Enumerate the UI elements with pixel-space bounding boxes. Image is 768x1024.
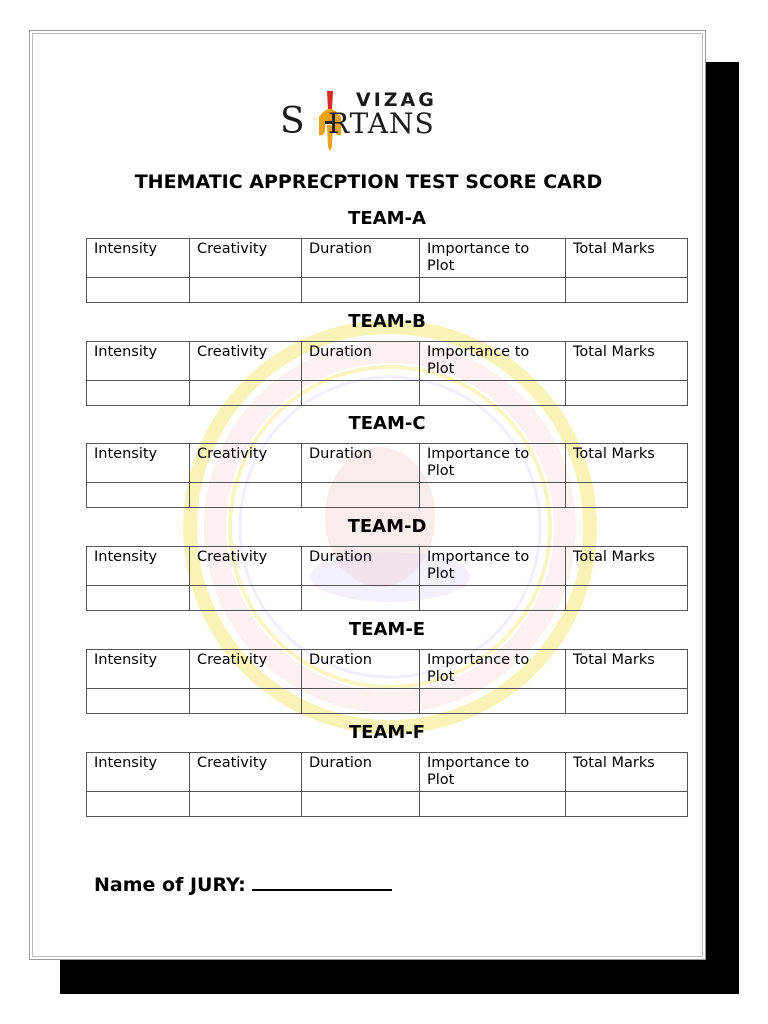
column-header: Creativity [190,444,302,483]
team-block [86,516,688,611]
score-entry-row [87,278,688,303]
score-entry-cell[interactable] [302,689,420,714]
score-entry-row [87,586,688,611]
score-entry-cell[interactable] [87,381,190,406]
column-header: Intensity [87,444,190,483]
column-header: Intensity [87,650,190,689]
team-block [86,208,688,303]
column-header: Importance to Plot [420,444,566,483]
score-entry-cell[interactable] [420,278,566,303]
score-entry-row [87,689,688,714]
column-header: Total Marks [566,342,688,381]
column-header: Importance to Plot [420,239,566,278]
column-header: Duration [302,650,420,689]
column-header: Intensity [87,342,190,381]
score-entry-cell[interactable] [190,792,302,817]
score-entry-cell[interactable] [190,586,302,611]
column-header: Creativity [190,547,302,586]
score-entry-cell[interactable] [566,278,688,303]
score-entry-cell[interactable] [566,689,688,714]
column-header: Total Marks [566,239,688,278]
score-header-row [87,650,688,689]
team-block [86,722,688,817]
team-title: TEAM-B [348,311,426,332]
score-entry-cell[interactable] [87,586,190,611]
score-entry-cell[interactable] [420,483,566,508]
score-entry-cell[interactable] [302,381,420,406]
score-entry-cell[interactable] [87,689,190,714]
score-entry-cell[interactable] [302,792,420,817]
score-entry-cell[interactable] [420,689,566,714]
column-header: Intensity [87,239,190,278]
score-table [86,546,688,611]
score-header-row [87,239,688,278]
column-header: Total Marks [566,547,688,586]
score-entry-cell[interactable] [566,586,688,611]
column-header: Total Marks [566,650,688,689]
jury-label: Name of JURY: [94,874,246,896]
team-title: TEAM-F [348,722,426,743]
column-header: Importance to Plot [420,547,566,586]
score-table [86,752,688,817]
column-header: Importance to Plot [420,753,566,792]
column-header: Importance to Plot [420,342,566,381]
score-entry-cell[interactable] [302,586,420,611]
score-header-row [87,444,688,483]
score-entry-cell[interactable] [87,483,190,508]
score-entry-cell[interactable] [190,483,302,508]
column-header: Duration [302,444,420,483]
column-header: Creativity [190,239,302,278]
team-title: TEAM-C [348,413,426,434]
logo-top-word: VIZAG [356,89,437,111]
score-table [86,238,688,303]
team-title: TEAM-A [348,208,426,229]
page-title: THEMATIC APPRECPTION TEST SCORE CARD [134,171,603,193]
column-header: Duration [302,753,420,792]
score-entry-row [87,483,688,508]
column-header: Importance to Plot [420,650,566,689]
column-header: Intensity [87,547,190,586]
score-entry-cell[interactable] [420,586,566,611]
column-header: Total Marks [566,444,688,483]
vizag-spartans-logo [280,87,450,157]
team-block [86,619,688,714]
column-header: Duration [302,547,420,586]
score-entry-cell[interactable] [566,792,688,817]
column-header: Duration [302,239,420,278]
team-title: TEAM-D [347,516,427,537]
score-entry-cell[interactable] [87,278,190,303]
score-entry-cell[interactable] [420,381,566,406]
score-table [86,341,688,406]
score-entry-row [87,381,688,406]
score-entry-cell[interactable] [302,483,420,508]
score-entry-cell[interactable] [566,483,688,508]
score-entry-cell[interactable] [190,689,302,714]
column-header: Creativity [190,342,302,381]
score-card-page [29,30,706,960]
logo-rest: RTANS [328,107,435,140]
score-entry-cell[interactable] [87,792,190,817]
logo-first-letter: S [280,101,305,142]
score-entry-cell[interactable] [302,278,420,303]
score-entry-cell[interactable] [190,381,302,406]
logo-wordmark [280,101,450,151]
score-table [86,443,688,508]
column-header: Creativity [190,650,302,689]
score-entry-cell[interactable] [420,792,566,817]
score-header-row [87,547,688,586]
score-table [86,649,688,714]
score-entry-cell[interactable] [566,381,688,406]
jury-name-field [94,869,392,896]
team-block [86,311,688,406]
column-header: Intensity [87,753,190,792]
score-entry-row [87,792,688,817]
score-header-row [87,342,688,381]
jury-signature-line[interactable] [252,869,392,891]
team-title: TEAM-E [348,619,426,640]
column-header: Creativity [190,753,302,792]
column-header: Total Marks [566,753,688,792]
team-block [86,413,688,508]
score-header-row [87,753,688,792]
column-header: Duration [302,342,420,381]
score-entry-cell[interactable] [190,278,302,303]
